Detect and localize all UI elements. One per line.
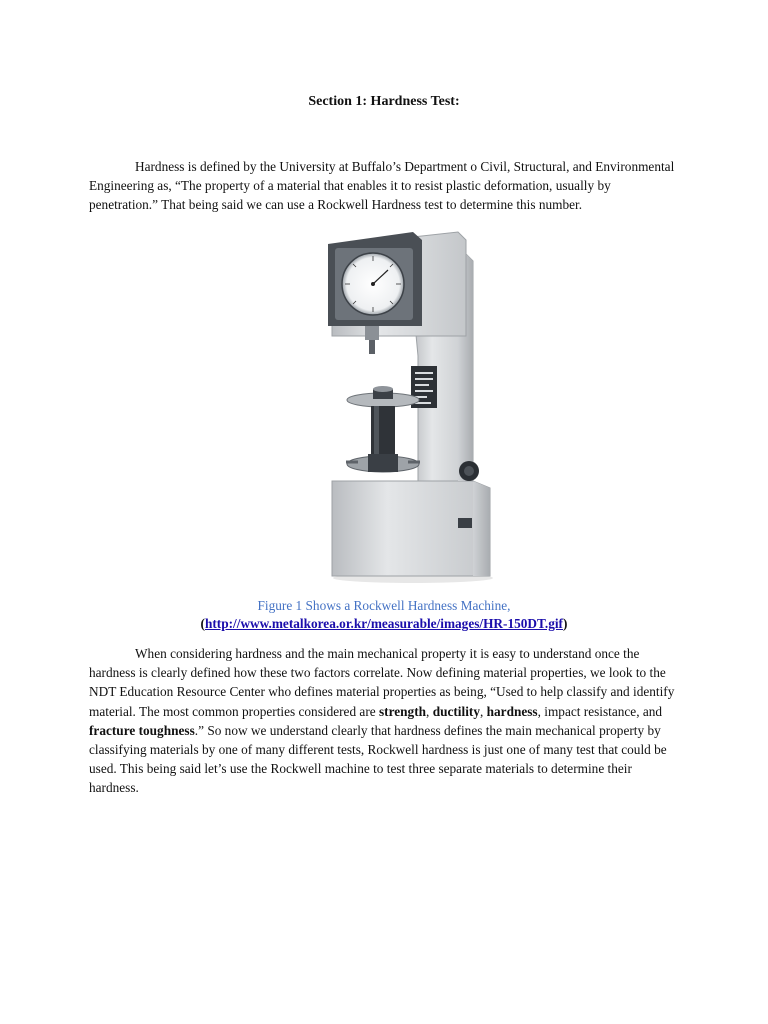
body-paragraph: When considering hardness and the main mechanical property it is easy to understand once the hardness is clearly defined how these two factors correlate. Now defining material properties, we look to the NDT Education Resource Center who defines material properties as being, “Used to help classify and identify material. The most common properties considered are strength, ductility, hardness, impact resistance, and fracture toughness.” So now we understand clearly that hardness defines the main mechanical property by classifying materials by one of many different tests, Rockwell hardness is just one of many test that could be used. This being said let’s use the Rockwell machine to test three separate materials to determine their hardness.	[89, 646, 675, 796]
term-hardness: hardness	[486, 703, 538, 719]
figure-source-link[interactable]: http://www.metalkorea.or.kr/measurable/images/HR-150DT.gif	[204, 616, 563, 631]
base-badge	[458, 518, 472, 528]
term-strength: strength	[378, 703, 427, 719]
rockwell-machine-figure	[318, 226, 498, 584]
rockwell-machine-image	[318, 226, 498, 584]
term-fracture-toughness: fracture toughness	[89, 722, 195, 738]
intro-paragraph: Hardness is defined by the University at Buffalo’s Department o Civil, Structural, and Environmental Engineering as, “The property of a material that enables it to resist plastic deformation, usually by penetration.” That being said we can use a Rockwell Hardness test to determine this number.	[89, 159, 675, 213]
term-ductility: ductility	[432, 703, 480, 719]
machine-base	[332, 481, 490, 576]
section-heading: Section 1: Hardness Test:	[308, 94, 460, 109]
figure-caption: Figure 1 Shows a Rockwell Hardness Machine, (http://www.metalkorea.or.kr/measurable/images/HR-150DT.gif)	[0, 597, 768, 633]
figure-caption-text: Figure 1 Shows a Rockwell Hardness Machine,	[257, 598, 511, 613]
indenter	[365, 326, 379, 340]
